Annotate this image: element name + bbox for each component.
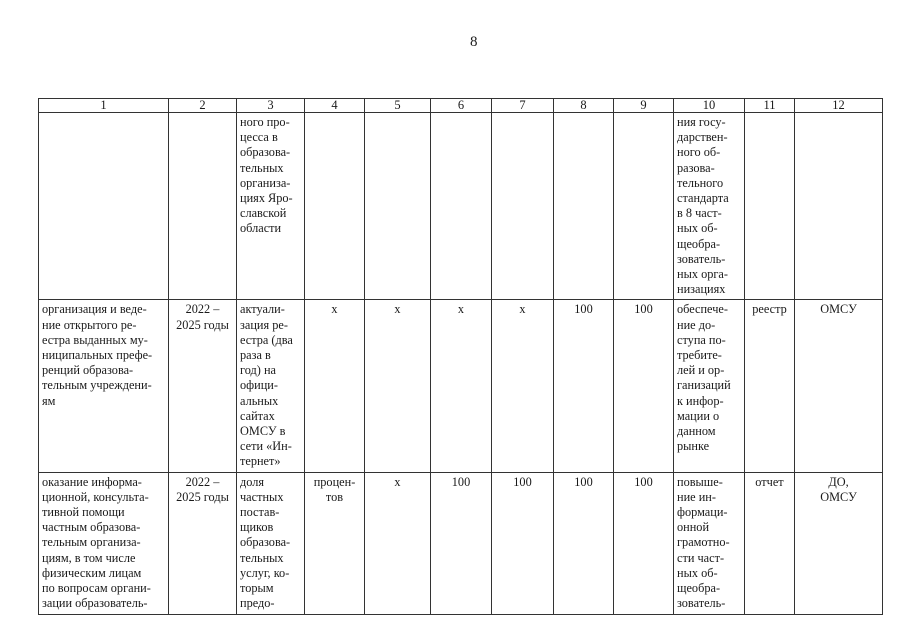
table-cell: ния госу- дарствен- ного об- разова- тельного стандарта в 8 част- ных об- щеобра- зователь- ных орга- низациях <box>677 115 729 297</box>
table-header-cell: 7 <box>492 99 554 113</box>
table-cell: отчет <box>755 474 784 489</box>
table-header-cell: 2 <box>169 99 237 113</box>
table-header-cell: 4 <box>305 99 365 113</box>
table-header-cell: 10 <box>674 99 745 113</box>
table-header-cell: 11 <box>745 99 795 113</box>
table-cell: х <box>394 302 401 317</box>
page-number: 8 <box>470 34 478 50</box>
table-cell: ДО, ОМСУ <box>820 474 857 504</box>
table-cell: х <box>457 302 465 317</box>
table-cell: обеспече- ние до- ступа по- требите- лей и ор- ганизаций к инфор- мации о данном рынке <box>677 302 731 454</box>
table-header-cell: 5 <box>365 99 431 113</box>
table-cell: реестр <box>752 302 787 317</box>
table-cell: 2022 – 2025 годы <box>176 302 229 332</box>
table-cell: организация и веде- ние открытого ре- естра выданных му- ниципальных префе- ренций образова- тельным учреждени- ям <box>42 302 153 408</box>
table-cell: ного про- цесса в образова- тельных организа- циях Яро- славской области <box>240 115 293 236</box>
table-cell: 100 <box>451 474 471 489</box>
table-header-cell: 3 <box>237 99 305 113</box>
table-cell: 100 <box>634 474 653 489</box>
table-cell: 100 <box>574 302 593 317</box>
table-cell: 100 <box>513 474 532 489</box>
table-cell: доля частных постав- щиков образова- тельных услуг, ко- торым предо- <box>240 474 291 611</box>
table-row <box>39 300 883 472</box>
table-cell: оказание информа- ционной, консульта- тивной помощи частным образова- тельным организа- циям, в том числе физическим лицам по вопросам органи- зации образователь- <box>42 474 151 611</box>
table-cell: актуали- зация ре- естра (два раза в год) на офици- альных сайтах ОМСУ в сети «Ин- тернет» <box>240 302 293 469</box>
table-cell: процен- тов <box>313 474 356 504</box>
table-header-cell: 12 <box>795 99 883 113</box>
table-cell: х <box>394 474 401 489</box>
table-cell: х <box>519 302 526 317</box>
table-cell: 100 <box>634 302 653 317</box>
data-table <box>38 98 883 615</box>
table-header-cell: 1 <box>39 99 169 113</box>
table-cell: 2022 – 2025 годы <box>176 474 229 504</box>
table-header-row <box>39 99 883 113</box>
table-row <box>39 113 883 300</box>
table-cell: 100 <box>574 474 593 489</box>
table-cell: ОМСУ <box>820 302 857 317</box>
table-cell: х <box>331 302 338 317</box>
table-row <box>39 472 883 614</box>
table-cell: повыше- ние ин- формаци- онной грамотно- сти част- ных об- щеобра- зователь- <box>677 474 730 611</box>
table-header-cell: 6 <box>431 99 492 113</box>
table-header-cell: 8 <box>554 99 614 113</box>
table-header-cell: 9 <box>614 99 674 113</box>
